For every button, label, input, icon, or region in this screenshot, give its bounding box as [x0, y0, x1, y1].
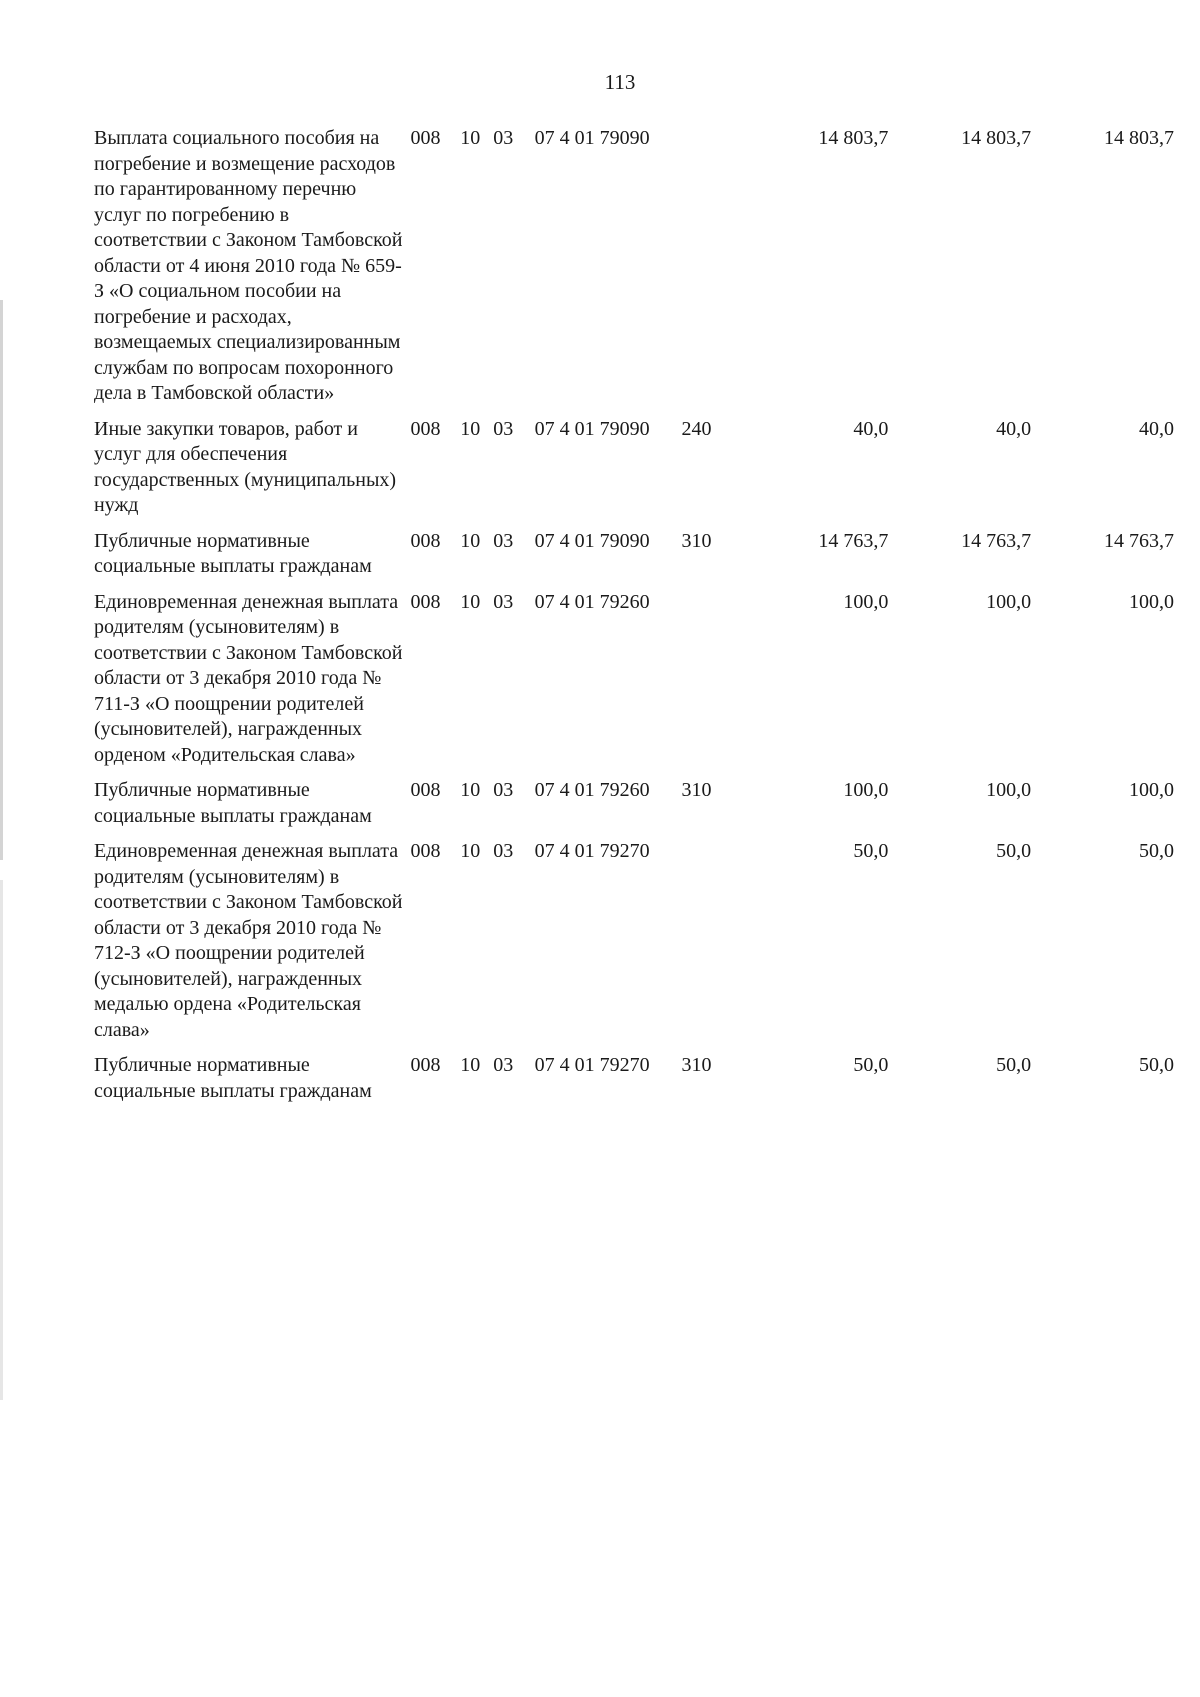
expense-type-code: 310 [681, 1054, 712, 1076]
target-article-code: 07 4 01 79090 [534, 417, 650, 440]
scan-edge-mark-lower [0, 880, 3, 1400]
section-code: 10 [460, 779, 481, 801]
amount-year-2: 100,0 [986, 779, 1032, 801]
amount-year-3: 100,0 [1129, 590, 1174, 613]
row-name: Единовременная денежная выплата родителям (усыновителям) в соответствии с Законом Тамбовской области от 3 декабря 2010 года № 712-З «О поощрении родителей (усыновителей), награжденных медалью ордена «Родительская слава» [94, 840, 403, 1041]
target-article-code: 07 4 01 79260 [534, 590, 650, 613]
section-code: 10 [460, 840, 481, 862]
amount-year-1: 40,0 [853, 417, 889, 440]
section-code: 10 [460, 529, 481, 552]
table-row [94, 417, 1174, 529]
amount-year-2: 100,0 [986, 590, 1032, 613]
page-number: 113 [604, 70, 636, 94]
ministry-code: 008 [410, 840, 441, 862]
table-row [94, 126, 1174, 417]
ministry-code: 008 [410, 127, 441, 149]
subsection-code: 03 [493, 417, 514, 440]
amount-year-2: 50,0 [996, 840, 1032, 862]
section-code: 10 [460, 127, 481, 149]
amount-year-2: 50,0 [996, 1054, 1032, 1076]
expense-type-code [682, 126, 746, 417]
ministry-code: 008 [410, 1054, 441, 1076]
scan-edge-mark-upper [0, 300, 3, 860]
expense-type-code: 310 [681, 529, 712, 552]
section-code: 10 [460, 417, 481, 440]
ministry-code: 008 [410, 417, 441, 440]
amount-year-1: 100,0 [843, 779, 889, 801]
amount-year-3: 40,0 [1139, 417, 1174, 440]
subsection-code: 03 [493, 779, 514, 801]
amount-year-3: 50,0 [1139, 840, 1174, 862]
ministry-code: 008 [410, 529, 441, 552]
expense-type-code: 240 [681, 417, 712, 440]
amount-year-3: 14 763,7 [1104, 529, 1174, 552]
row-name: Публичные нормативные социальные выплаты гражданам [94, 1054, 372, 1102]
amount-year-2: 14 803,7 [961, 127, 1032, 149]
ministry-code: 008 [410, 590, 441, 613]
amount-year-1: 14 763,7 [818, 529, 889, 552]
target-article-code: 07 4 01 79270 [534, 840, 650, 862]
amount-year-3: 14 803,7 [1104, 127, 1174, 149]
budget-table-body [94, 126, 1174, 1114]
table-row [94, 839, 1174, 1053]
table-row [94, 1053, 1174, 1114]
row-name: Иные закупки товаров, работ и услуг для обеспечения государственных (муниципальных) нужд [94, 417, 397, 516]
target-article-code: 07 4 01 79270 [534, 1054, 650, 1076]
row-name: Публичные нормативные социальные выплаты гражданам [94, 529, 372, 577]
budget-table [94, 126, 1174, 1114]
amount-year-1: 14 803,7 [818, 127, 889, 149]
table-row [94, 778, 1174, 839]
target-article-code: 07 4 01 79260 [534, 779, 650, 801]
expense-type-code [682, 590, 746, 779]
subsection-code: 03 [493, 1054, 514, 1076]
table-row [94, 529, 1174, 590]
subsection-code: 03 [493, 840, 514, 862]
amount-year-1: 50,0 [853, 1054, 889, 1076]
table-row [94, 590, 1174, 779]
expense-type-code: 310 [681, 779, 712, 801]
section-code: 10 [460, 590, 481, 613]
section-code: 10 [460, 1054, 481, 1076]
row-name: Единовременная денежная выплата родителям (усыновителям) в соответствии с Законом Тамбовской области от 3 декабря 2010 года № 711-З «О поощрении родителей (усыновителей), награжденных орденом «Родительская слава» [94, 590, 403, 766]
row-name: Публичные нормативные социальные выплаты гражданам [94, 779, 372, 827]
subsection-code: 03 [493, 590, 514, 613]
target-article-code: 07 4 01 79090 [534, 529, 650, 552]
amount-year-3: 50,0 [1139, 1054, 1174, 1076]
amount-year-2: 14 763,7 [961, 529, 1032, 552]
subsection-code: 03 [493, 127, 514, 149]
amount-year-3: 100,0 [1129, 779, 1174, 801]
expense-type-code [682, 839, 746, 1053]
target-article-code: 07 4 01 79090 [534, 127, 650, 149]
subsection-code: 03 [493, 529, 514, 552]
amount-year-2: 40,0 [996, 417, 1032, 440]
ministry-code: 008 [410, 779, 441, 801]
amount-year-1: 100,0 [843, 590, 889, 613]
amount-year-1: 50,0 [853, 840, 889, 862]
row-name: Выплата социального пособия на погребение и возмещение расходов по гарантированному перечню услуг по погребению в соответствии с Законом Тамбовской области от 4 июня 2010 года № 659-З «О социальном пособии на погребение и расходах, возмещаемых специализированным службам по вопросам похоронного дела в Тамбовской области» [94, 127, 403, 404]
